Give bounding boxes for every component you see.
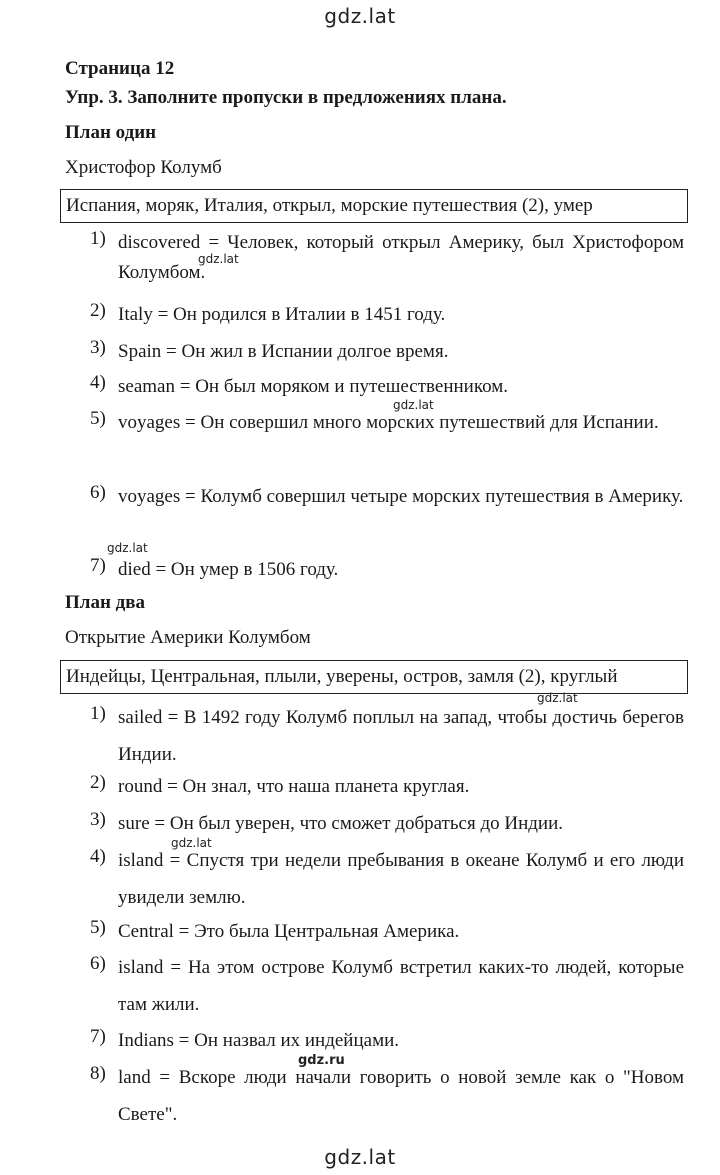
plan2-item-6 — [90, 949, 684, 1023]
plan1-subtitle: Христофор Колумб — [65, 157, 222, 178]
plan2-item-3 — [90, 809, 684, 839]
item-number: 7) — [90, 1026, 106, 1047]
plan1-item-1 — [90, 228, 684, 288]
plan2-item-8 — [90, 1059, 684, 1133]
item-text: round = Он знал, что наша планета круглая. — [118, 776, 470, 797]
item-number: 3) — [90, 337, 106, 358]
item-number: 4) — [90, 372, 106, 393]
item-text: Spain = Он жил в Испании долгое время. — [118, 341, 449, 362]
plan2-item-7 — [90, 1026, 684, 1056]
plan2-subtitle: Открытие Америки Колумбом — [65, 627, 311, 648]
item-text: sure = Он был уверен, что сможет добраться до Индии. — [118, 813, 563, 834]
plan1-word-box: Испания, моряк, Италия, открыл, морские путешествия (2), умер — [60, 189, 688, 223]
item-text: Italy = Он родился в Италии в 1451 году. — [118, 304, 446, 325]
item-text: Indians = Он назвал их индейцами. — [118, 1030, 400, 1051]
item-text: island = Спустя три недели пребывания в океане Колумб и его люди увидели землю. — [118, 850, 684, 908]
item-number: 6) — [90, 482, 106, 503]
item-number: 1) — [90, 228, 106, 249]
item-text: Central = Это была Центральная Америка. — [118, 921, 460, 942]
watermark-bottom: gdz.lat — [324, 1145, 396, 1169]
item-text: sailed = В 1492 году Колумб поплыл на запад, чтобы достичь берегов Индии. — [118, 707, 684, 765]
item-text: voyages = Он совершил много морских путешествий для Испании. — [118, 412, 659, 433]
plan1-item-3 — [90, 337, 684, 367]
item-text: island = На этом острове Колумб встретил каких-то людей, которые там жили. — [118, 957, 684, 1015]
watermark-inline: gdz.lat — [107, 541, 148, 555]
item-text: land = Вскоре люди начали говорить о новой земле как о "Новом Свете". — [118, 1067, 684, 1125]
item-text: voyages = Колумб совершил четыре морских путешествия в Америку. — [118, 486, 684, 507]
watermark-inline: gdz.lat — [171, 836, 212, 850]
item-number: 1) — [90, 703, 106, 724]
item-number: 8) — [90, 1063, 106, 1084]
plan2-word-box: Индейцы, Центральная, плыли, уверены, остров, замля (2), круглый — [60, 660, 688, 694]
watermark-top: gdz.lat — [324, 4, 396, 28]
item-number: 6) — [90, 953, 106, 974]
plan1-item-2 — [90, 300, 684, 330]
plan2-item-1 — [90, 699, 684, 773]
plan2-item-4 — [90, 842, 684, 916]
plan2-item-2 — [90, 772, 684, 802]
plan1-heading: План один — [65, 122, 157, 143]
watermark-ru: gdz.ru — [298, 1053, 345, 1068]
plan1-item-4 — [90, 372, 684, 402]
page-title: Страница 12 — [65, 58, 175, 79]
plan1-item-7 — [90, 555, 684, 585]
exercise-title: Упр. 3. Заполните пропуски в предложениях плана. — [65, 87, 507, 108]
item-number: 4) — [90, 846, 106, 867]
item-number: 5) — [90, 408, 106, 429]
item-number: 5) — [90, 917, 106, 938]
item-text: seaman = Он был моряком и путешественником. — [118, 376, 509, 397]
item-number: 3) — [90, 809, 106, 830]
item-number: 2) — [90, 300, 106, 321]
watermark-inline: gdz.lat — [393, 398, 434, 412]
item-text: died = Он умер в 1506 году. — [118, 559, 339, 580]
item-text: discovered = Человек, который открыл Америку, был Христофором Колумбом. — [118, 232, 684, 283]
watermark-inline: gdz.lat — [198, 252, 239, 266]
plan1-item-5 — [90, 404, 684, 441]
plan1-item-6 — [90, 478, 684, 515]
watermark-inline: gdz.lat — [537, 691, 578, 705]
item-number: 7) — [90, 555, 106, 576]
plan2-item-5 — [90, 917, 684, 947]
item-number: 2) — [90, 772, 106, 793]
plan2-heading: План два — [65, 592, 146, 613]
